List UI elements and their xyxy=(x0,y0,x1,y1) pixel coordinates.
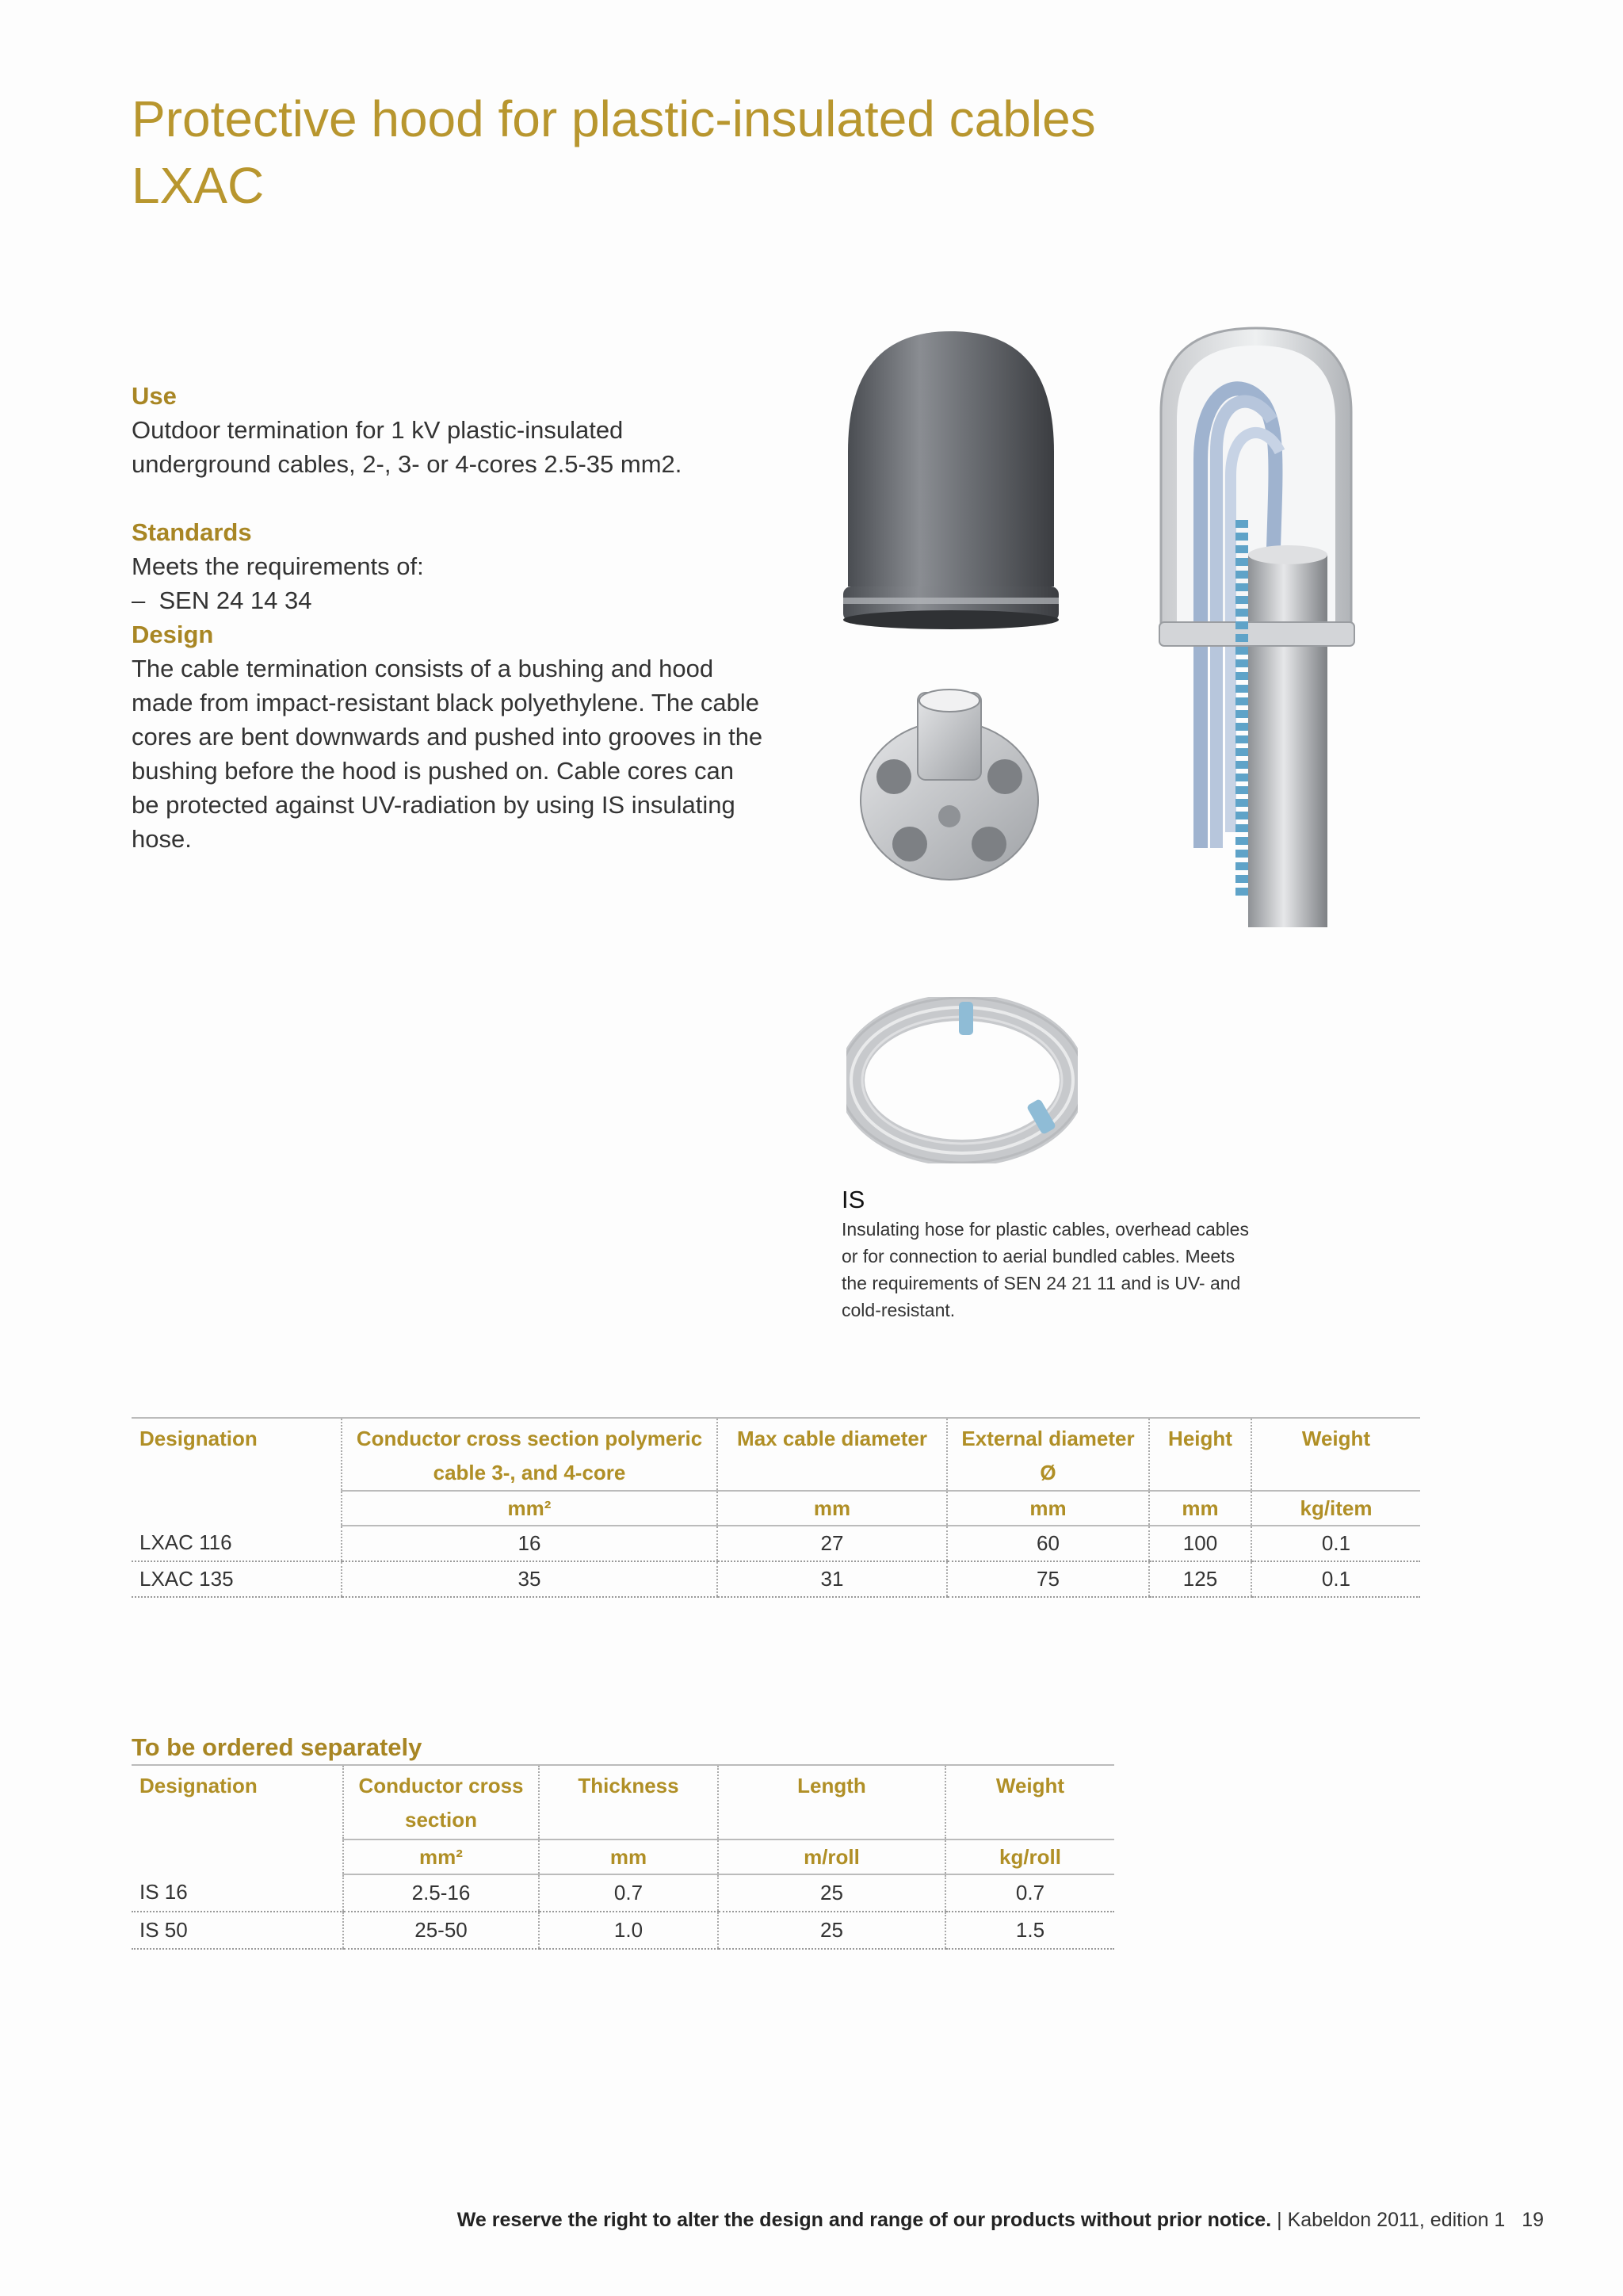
page-title xyxy=(132,86,1096,219)
page-title-line1: Protective hood for plastic-insulated cables xyxy=(132,90,1096,147)
unit-cell: mm xyxy=(717,1491,947,1526)
table-cell: 25 xyxy=(718,1874,945,1912)
table-cell: IS 50 xyxy=(132,1912,343,1949)
col-header-conductor-cross-section: Conductor cross section xyxy=(343,1765,539,1839)
is-caption-line: cold-resistant. xyxy=(842,1300,956,1320)
accessory-table xyxy=(132,1764,1114,1950)
product-table xyxy=(132,1417,1420,1598)
unit-cell: m/roll xyxy=(718,1839,945,1874)
table-header-row xyxy=(132,1418,1420,1491)
table-row xyxy=(132,1526,1420,1561)
table-cell: LXAC 135 xyxy=(132,1561,342,1597)
ordered-separately-title: To be ordered separately xyxy=(132,1733,422,1761)
assembly-illustration xyxy=(1153,325,1367,927)
unit-cell: kg/roll xyxy=(945,1839,1114,1874)
is-caption-title: IS xyxy=(842,1186,865,1213)
standards-item: – SEN 24 14 34 xyxy=(132,583,797,617)
col-header-conductor-cross-section: Conductor cross section polymeric cable 3-, and 4-core xyxy=(342,1418,717,1491)
col-header-max-cable-diameter: Max cable diameter xyxy=(717,1418,947,1491)
unit-cell xyxy=(132,1839,343,1874)
table-cell: 0.7 xyxy=(539,1874,718,1912)
table-cell: 27 xyxy=(717,1526,947,1561)
table-row xyxy=(132,1561,1420,1597)
footer-notice: We reserve the right to alter the design and range of our products without prior notice. xyxy=(456,2209,1272,2231)
table-cell: 0.1 xyxy=(1251,1526,1420,1561)
description-section xyxy=(132,379,797,856)
table-cell: 60 xyxy=(947,1526,1149,1561)
table-cell: 1.0 xyxy=(539,1912,718,1949)
design-line: made from impact-resistant black polyethylene. The cable xyxy=(132,689,760,716)
table-cell: 31 xyxy=(717,1561,947,1597)
design-line: bushing before the hood is pushed on. Cable cores can xyxy=(132,757,735,785)
table-cell: 0.1 xyxy=(1251,1561,1420,1597)
footer-edition: Kabeldon 2011, edition 1 xyxy=(1287,2209,1506,2231)
table-cell: 25 xyxy=(718,1912,945,1949)
table-cell: 75 xyxy=(947,1561,1149,1597)
table-cell: 35 xyxy=(342,1561,717,1597)
page-footer xyxy=(0,2208,1544,2232)
unit-cell: mm² xyxy=(343,1839,539,1874)
table-cell: 100 xyxy=(1149,1526,1251,1561)
design-heading: Design xyxy=(132,621,214,648)
table-header-row xyxy=(132,1765,1114,1839)
table-units-row xyxy=(132,1491,1420,1526)
col-header-designation: Designation xyxy=(132,1418,342,1491)
use-line: Outdoor termination for 1 kV plastic-insulated xyxy=(132,416,624,444)
table-cell: LXAC 116 xyxy=(132,1526,342,1561)
col-header-weight: Weight xyxy=(945,1765,1114,1839)
design-line: The cable termination consists of a bushing and hood xyxy=(132,655,714,682)
is-coil-illustration xyxy=(846,997,1078,1163)
design-line: be protected against UV-radiation by using IS insulating xyxy=(132,791,735,819)
use-line: underground cables, 2-, 3- or 4-cores 2.5-35 mm2. xyxy=(132,450,682,478)
footer-separator: | xyxy=(1277,2209,1282,2231)
page-title-line2: LXAC xyxy=(132,157,265,214)
table-cell: IS 16 xyxy=(132,1874,343,1912)
is-caption-line: or for connection to aerial bundled cables. Meets xyxy=(842,1246,1235,1266)
is-caption-line: Insulating hose for plastic cables, overhead cables xyxy=(842,1219,1249,1240)
unit-cell: mm xyxy=(539,1839,718,1874)
col-header-length: Length xyxy=(718,1765,945,1839)
table-cell: 16 xyxy=(342,1526,717,1561)
unit-cell: mm xyxy=(947,1491,1149,1526)
table-units-row xyxy=(132,1839,1114,1874)
is-caption xyxy=(842,1184,1317,1324)
hood-illustration xyxy=(840,325,1062,658)
table-cell: 125 xyxy=(1149,1561,1251,1597)
table-cell: 2.5-16 xyxy=(343,1874,539,1912)
col-header-designation: Designation xyxy=(132,1765,343,1839)
col-header-external-diameter: External diameter Ø xyxy=(947,1418,1149,1491)
table-cell: 0.7 xyxy=(945,1874,1114,1912)
standards-heading: Standards xyxy=(132,518,252,546)
design-line: hose. xyxy=(132,825,192,853)
unit-cell xyxy=(132,1491,342,1526)
col-header-thickness: Thickness xyxy=(539,1765,718,1839)
use-heading: Use xyxy=(132,382,177,410)
unit-cell: mm xyxy=(1149,1491,1251,1526)
table-row xyxy=(132,1912,1114,1949)
col-header-weight: Weight xyxy=(1251,1418,1420,1491)
standards-intro: Meets the requirements of: xyxy=(132,552,424,580)
unit-cell: kg/item xyxy=(1251,1491,1420,1526)
col-header-height: Height xyxy=(1149,1418,1251,1491)
is-caption-line: the requirements of SEN 24 21 11 and is UV- and xyxy=(842,1273,1241,1293)
table-cell: 25-50 xyxy=(343,1912,539,1949)
table-cell: 1.5 xyxy=(945,1912,1114,1949)
table-row xyxy=(132,1874,1114,1912)
bushing-illustration xyxy=(854,682,1044,904)
unit-cell: mm² xyxy=(342,1491,717,1526)
page-number: 19 xyxy=(1522,2209,1544,2231)
design-line: cores are bent downwards and pushed into grooves in the xyxy=(132,723,763,751)
